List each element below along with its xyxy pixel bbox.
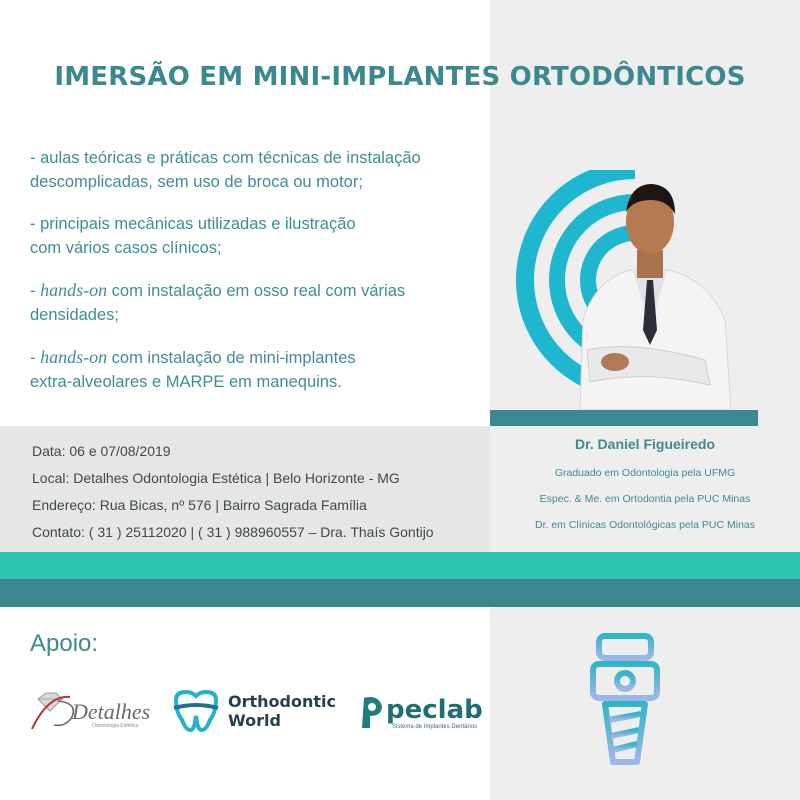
orthodontic-world-logo: [170, 688, 350, 736]
event-info: [32, 438, 482, 546]
detalhes-wordmark: Detalhes: [72, 699, 151, 724]
doctor-credential: Dr. em Clínicas Odontológicas pela PUC Minas: [534, 519, 755, 531]
portrait-base-bar: [490, 410, 758, 426]
topic-text-continued: com vários casos clínicos;: [30, 239, 222, 257]
topic-item: [30, 345, 480, 394]
diamond-icon: [38, 693, 62, 711]
peclab-tagline: Sistema de Implantes Dentários: [392, 724, 478, 730]
implant-icon: [585, 630, 665, 770]
course-topics-list: [30, 146, 480, 412]
event-date: Data: 06 e 07/08/2019: [32, 443, 171, 459]
topic-text: com instalação de mini-implantes: [107, 349, 356, 367]
doctor-credential: Espec. & Me. em Ortodontia pela PUC Minas: [539, 493, 751, 505]
topic-dash: -: [30, 282, 41, 300]
support-label: Apoio:: [30, 630, 99, 657]
event-contact: Contato: ( 31 ) 25112020 | ( 31 ) 988960557 – Dra. Thaís Gontijo: [32, 524, 434, 540]
ortho-wordmark-line2: World: [228, 711, 281, 730]
tooth-logo-icon: [174, 692, 218, 730]
teal-stripe: [0, 552, 800, 579]
topic-item: [30, 212, 480, 260]
concentric-rings-icon: [505, 170, 760, 410]
topic-emphasis: hands-on: [40, 347, 108, 367]
topic-text-continued: descomplicadas, sem uso de broca ou motor;: [30, 173, 363, 191]
detalhes-tagline: Odontologia Estética: [92, 723, 139, 729]
dark-teal-stripe: [0, 579, 800, 607]
topic-dash: -: [30, 349, 41, 367]
peclab-wordmark: peclab: [386, 695, 483, 725]
event-location: Local: Detalhes Odontologia Estética | Belo Horizonte - MG: [32, 470, 400, 486]
topic-dash: -: [30, 215, 41, 233]
page-title: IMERSÃO EM MINI-IMPLANTES ORTODÔNTICOS: [54, 62, 746, 92]
topic-item: [30, 146, 480, 194]
topic-text-continued: densidades;: [30, 306, 119, 324]
doctor-credentials: [490, 434, 800, 538]
event-address: Endereço: Rua Bicas, nº 576 | Bairro Sagrada Família: [32, 497, 367, 513]
peclab-logo: [358, 692, 486, 734]
topic-text: com instalação em osso real com várias: [107, 282, 406, 300]
topic-text-continued: extra-alveolares e MARPE em manequins.: [30, 373, 342, 391]
doctor-credential: Graduado em Odontologia pela UFMG: [554, 467, 736, 479]
topic-dash: -: [30, 149, 41, 167]
topic-item: [30, 278, 480, 327]
doctor-portrait: [505, 170, 760, 410]
topic-emphasis: hands-on: [40, 280, 108, 300]
topic-text: principais mecânicas utilizadas e ilustração: [40, 215, 356, 233]
ortho-wordmark-line1: Orthodontic: [228, 692, 336, 711]
topic-text: aulas teóricas e práticas com técnicas de instalação: [40, 149, 421, 167]
detalhes-logo: [28, 685, 158, 735]
peclab-p-icon: [362, 697, 382, 728]
doctor-name: Dr. Daniel Figueiredo: [574, 436, 716, 452]
